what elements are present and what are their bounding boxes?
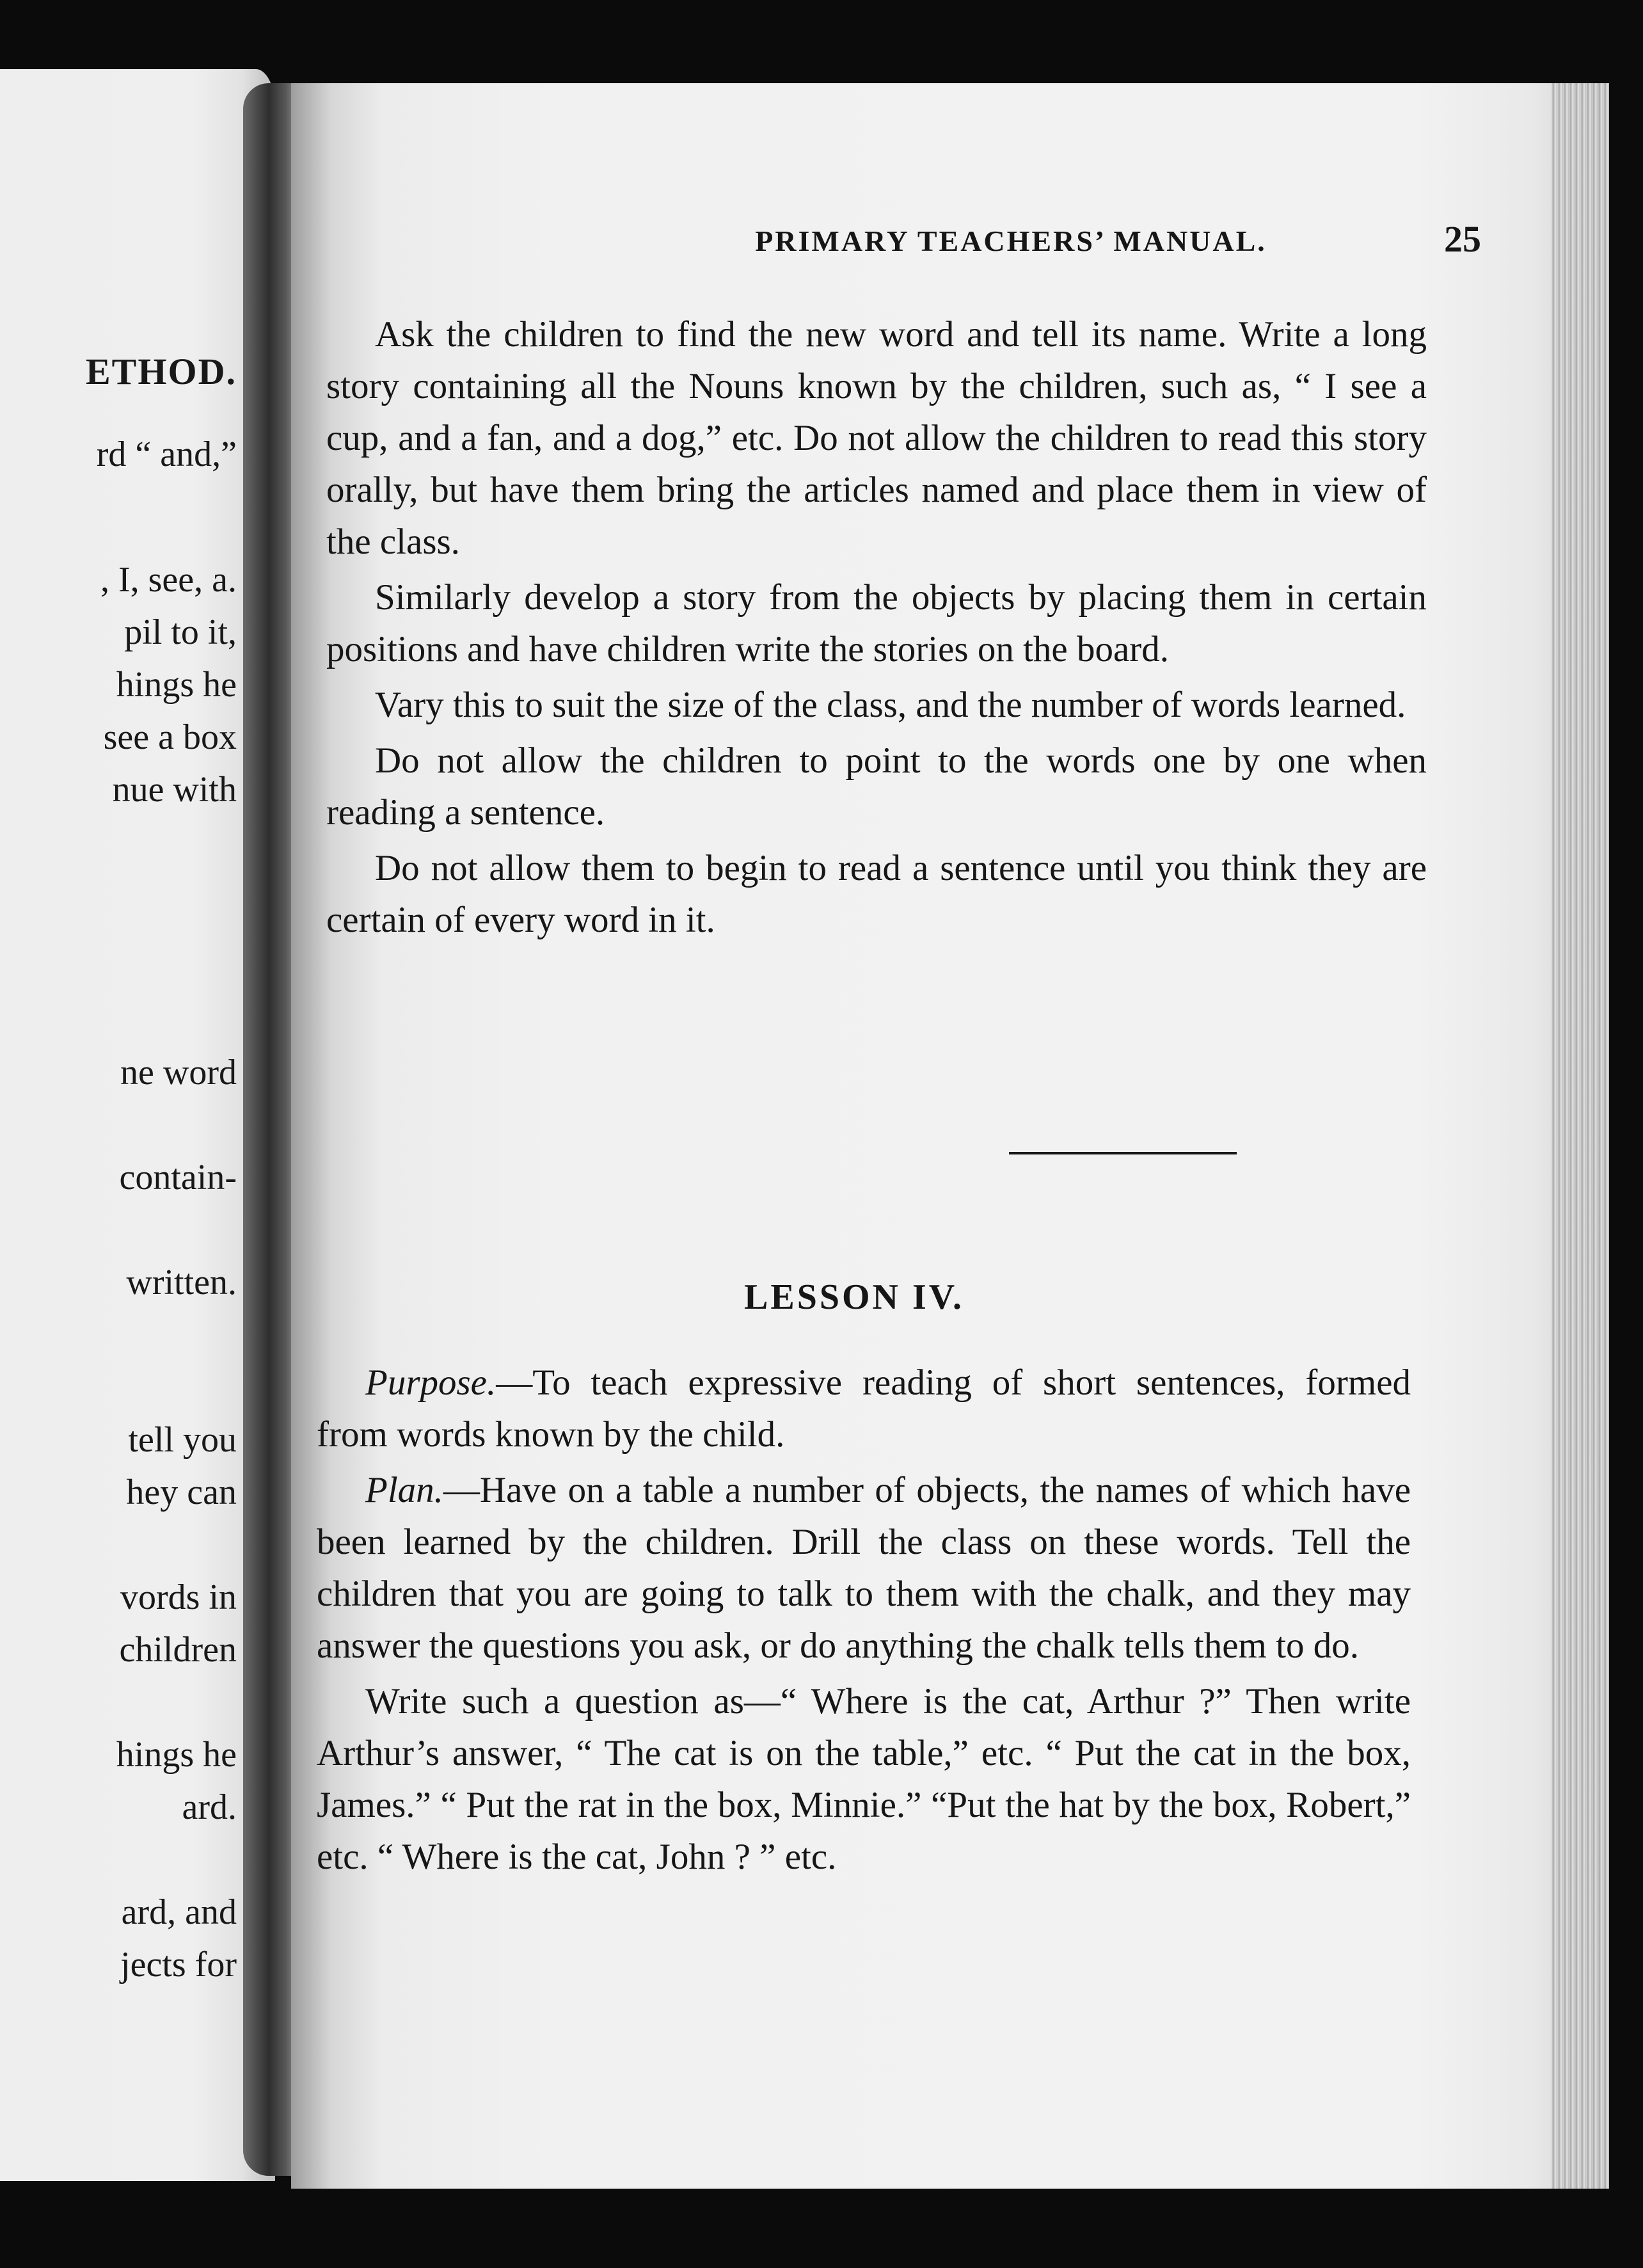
left-page-line: hey can	[126, 1473, 237, 1512]
plan-text: —Have on a table a number of objects, the names of which have been learned by the children. Drill the class on these words. Tell the children that you are going to talk to them with the chalk, and they may answer the questions you ask, or do anything the chalk tells them to do.	[317, 1470, 1411, 1666]
paragraph: Ask the children to find the new word and tell its name. Write a long story containing all the Nouns known by the children, such as, “ I see a cup, and a fan, and a dog,” etc. Do not allow the children to read this story orally, but have them bring the articles named and place them in view of the class.	[326, 314, 1427, 562]
left-page-line: see a box	[103, 717, 237, 757]
section-body	[326, 308, 1427, 950]
lesson-body	[317, 1357, 1411, 1887]
paragraph: Do not allow the children to point to the words one by one when reading a sentence.	[326, 740, 1427, 833]
purpose-text: —To teach expressive reading of short sentences, formed from words known by the child.	[317, 1362, 1411, 1455]
lesson-heading: LESSON IV.	[743, 1277, 964, 1317]
plan-paragraph	[317, 1464, 1411, 1672]
paragraph: Similarly develop a story from the objects by placing them in certain positions and have children write the stories on the board.	[326, 577, 1427, 669]
left-page-line: nue with	[112, 770, 237, 810]
page-edge	[1552, 83, 1609, 2189]
left-page-line: pil to it,	[124, 612, 237, 652]
left-page-line: hings he	[116, 665, 237, 705]
left-page-line: vords in	[120, 1577, 237, 1617]
running-head: PRIMARY TEACHERS’ MANUAL.	[755, 225, 1267, 257]
paragraph: Vary this to suit the size of the class, and the number of words learned.	[375, 685, 1406, 725]
book-page	[291, 83, 1609, 2189]
left-page-line: ard.	[182, 1787, 237, 1827]
example-paragraph: Write such a question as—“ Where is the cat, Arthur ?” Then write Arthur’s answer, “ The cat is on the table,” etc. “ Put the cat in the box, James.” “ Put the rat in the box, Minnie.” “Put the hat by the box, Robert,” etc. “ Where is the cat, John ? ” etc.	[317, 1681, 1411, 1877]
left-page-line: jects for	[120, 1945, 237, 1984]
left-page-line: written.	[126, 1263, 237, 1302]
left-page-line: hings he	[116, 1735, 237, 1775]
purpose-label: Purpose.	[365, 1362, 496, 1403]
left-page-line: ETHOD.	[86, 351, 237, 392]
left-page-line: children	[119, 1630, 237, 1670]
left-page-line: rd “ and,”	[96, 435, 237, 474]
left-page-line: ne word	[120, 1053, 237, 1092]
left-page-line: contain-	[119, 1158, 237, 1197]
paragraph: Do not allow them to begin to read a sentence until you think they are certain of every word in it.	[326, 848, 1427, 940]
left-page-line: ard, and	[121, 1892, 237, 1932]
left-page-line: , I, see, a.	[100, 560, 237, 600]
left-facing-page	[0, 69, 275, 2181]
left-page-line: tell you	[128, 1420, 237, 1460]
page-number: 25	[1444, 218, 1481, 260]
plan-label: Plan.	[365, 1470, 443, 1510]
purpose-paragraph	[317, 1357, 1411, 1460]
section-divider	[1009, 1152, 1237, 1154]
